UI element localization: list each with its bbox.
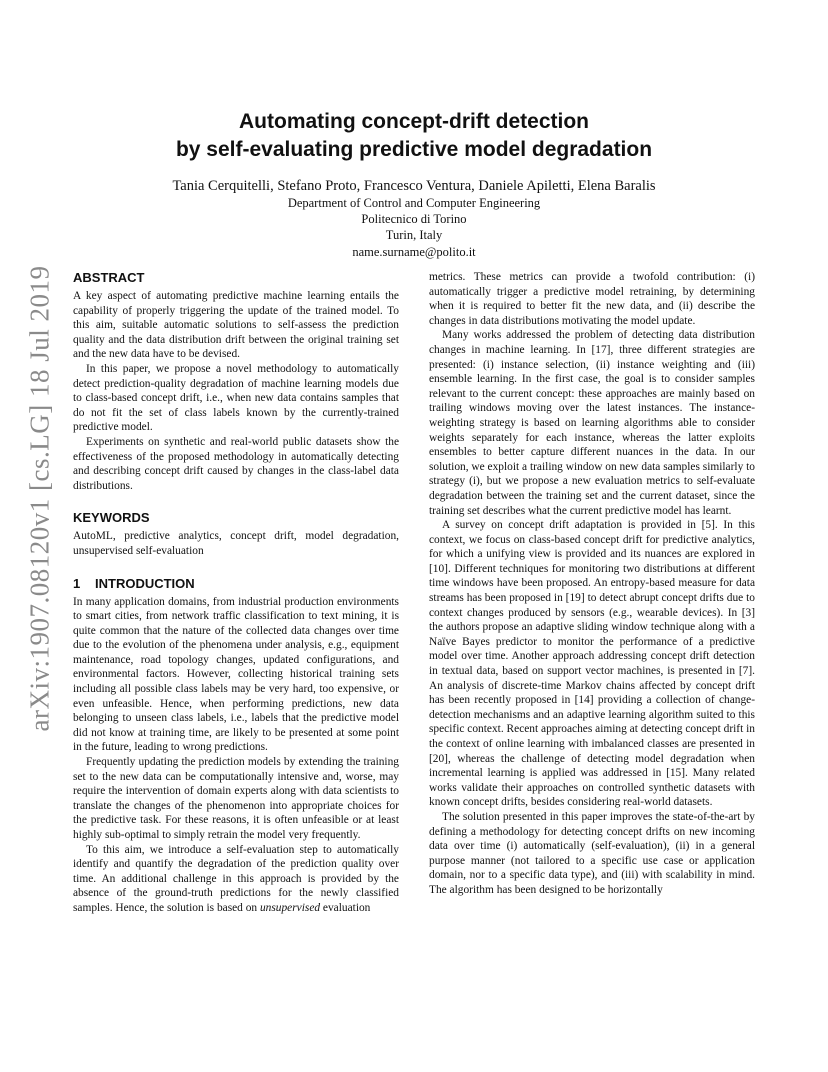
intro-paragraph-2: Frequently updating the prediction models by extending the training set to the new data can be computationally intensive and, worse, may require the intervention of domain experts along with data scientists to translate the changes of the phenomenon into appropriate choices for the predictive task. For these reasons, it is often unfeasible or at least highly sub-optimal to simply retrain the model very frequently. bbox=[73, 756, 399, 841]
author-list: Tania Cerquitelli, Stefano Proto, Francesco Ventura, Daniele Apiletti, Elena Baralis bbox=[172, 178, 656, 194]
intro-paragraph-5: A survey on concept drift adaptation is provided in [5]. In this context, we focus on class-based concept drift for predictive analytics, for which a unifying view is provided and its nuances are explored in [10]. Different techniques for monitoring two distributions at different time windows have been proposed. An entropy-based measure for data streams has been proposed in [19] to detect abrupt concept drifts due to context changes produced by sensors (e.g., wearable devices). In [3] the authors propose an adaptive sliding window technique along with a Naïve Bayes predictor to monitor the performance of a predictive model over time. Another approach addressing concept drift detection in textual data, based on support vector machines, is presented in [7]. An analysis of discrete-time Markov chains affected by concept drift has been recently proposed in [14] providing a collection of change-detection mechanisms and an adaptive learning algorithm suited to this specific context. Recent approaches aiming at detecting concept drift in the context of online learning with imbalanced classes are presented in [20], whereas the challenge of detecting model degradation when incremental learning is applied was addressed in [15]. Many related works validate their approaches on controlled synthetic datasets with known concept drifts, besides considering real-world datasets. bbox=[429, 519, 755, 809]
abstract-paragraph-3: Experiments on synthetic and real-world public datasets show the effectiveness of the proposed methodology in automatically detecting and describing concept drift caused by changes in the class-label data distributions. bbox=[73, 435, 399, 492]
affiliation-email: name.surname@polito.it bbox=[352, 244, 476, 259]
arxiv-identifier-text: arXiv:1907.08120v1 [cs.LG] 18 Jul 2019 bbox=[24, 265, 55, 731]
intro-paragraph-3-text-b: evaluation bbox=[320, 901, 371, 914]
abstract-heading: ABSTRACT bbox=[73, 270, 145, 285]
keywords-text: AutoML, predictive analytics, concept drift, model degradation, unsupervised self-evaluation bbox=[73, 530, 399, 557]
paper-title bbox=[74, 108, 754, 164]
introduction-heading bbox=[73, 576, 399, 592]
abstract-paragraph-2: In this paper, we propose a novel methodology to automatically detect prediction-quality degradation of machine learning models due to class-based concept drift, i.e., when new data contains samples that do not fit the set of class labels known by the currently-trained predictive model. bbox=[73, 362, 399, 434]
title-line-2: by self-evaluating predictive model degradation bbox=[175, 138, 653, 161]
abstract-paragraph-1: A key aspect of automating predictive machine learning entails the capability of properly triggering the update of the trained model. To this aim, suitable automatic solutions to self-assess the prediction quality and the data distribution drift between the original training set and the new data have to be devised. bbox=[73, 290, 399, 361]
section-number: 1 bbox=[73, 575, 81, 591]
title-line-1: Automating concept-drift detection bbox=[239, 110, 589, 133]
affiliation-location: Turin, Italy bbox=[385, 228, 443, 243]
emphasis-unsupervised: unsupervised bbox=[259, 901, 321, 914]
intro-paragraph-3-text-a: To this aim, we introduce a self-evaluation step to automatically identify and quantify the degradation of the prediction quality over time. An additional challenge in this approach is provided by the absence of the ground-truth predictions for the newly classified samples. Hence, the solution is based on bbox=[73, 843, 399, 914]
intro-paragraph-3-continued: metrics. These metrics can provide a twofold contribution: (i) automatically trigger a predictive model retraining, by determining when it is required to better fit the new data, and (ii) describe the changes in data distributions motivating the model update. bbox=[429, 271, 755, 327]
left-column bbox=[73, 270, 399, 916]
intro-paragraph-3 bbox=[73, 843, 399, 916]
intro-paragraph-6: The solution presented in this paper improves the state-of-the-art by defining a methodology for detecting concept drifts on new incoming data over time (i) automatically (self-evaluation), (ii) in a general purpose manner (not tailored to a specific use case or application domain, nor to a specific data type), and (iii) with scalability in mind. The algorithm has been designed to be horizontally bbox=[429, 810, 755, 896]
arxiv-identifier-stamp bbox=[20, 265, 60, 731]
intro-paragraph-4: Many works addressed the problem of detecting data distribution changes in machine learning. In [17], three different strategies are presented: (i) instance selection, (ii) instance weighting and (iii) ensemble learning. In the first case, the goal is to consider samples relevant to the current concept: these approaches are mainly based on trailing windows moving over the latest instances. The instance-weighting strategy is based on learning algorithms able to consider weights separately for each instance, whereas the latter exploits ensembles to better capture different nuances in the data. In our solution, we exploit a trailing window on new data samples similarly to strategy (i), but we propose a new evaluation metrics to self-evaluate degradation between the training set and the current dataset, since the training set describes what the current predictive model has learnt. bbox=[429, 329, 755, 517]
intro-paragraph-1: In many application domains, from industrial production environments to smart cities, from network traffic classification to text mining, it is quite common that the nature of the collected data changes over time due to the evolution of the phenomena under analysis, e.g., equipment maintenance, road topology changes, updated configurations, and environmental factors. However, collecting historical training sets including all possible class labels may be very hard, too expensive, or even unfeasible. Hence, when performing predictions, new data belonging to unseen class labels, i.e., labels that the predictive model did not know at training time, are likely to be presented at some point in the future, leading to wrong predictions. bbox=[73, 595, 399, 754]
affiliation-institution: Politecnico di Torino bbox=[361, 212, 467, 227]
affiliation-department: Department of Control and Computer Engineering bbox=[287, 196, 541, 210]
section-title: INTRODUCTION bbox=[95, 575, 195, 591]
right-column bbox=[429, 270, 755, 898]
paper-header bbox=[74, 108, 754, 260]
keywords-heading: KEYWORDS bbox=[73, 510, 150, 526]
